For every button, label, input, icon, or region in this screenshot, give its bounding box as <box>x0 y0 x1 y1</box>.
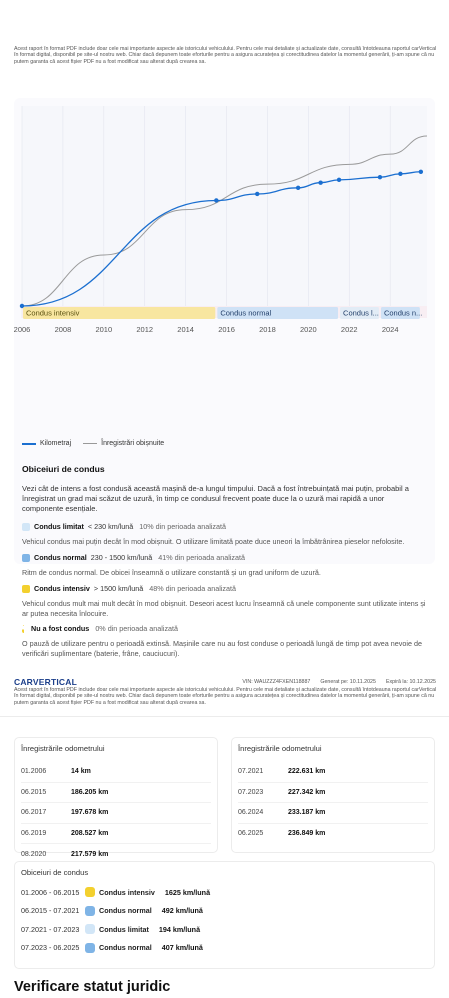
pdf-disclaimer-bottom: Acest raport în format PDF include doar cele mai importante aspecte ale istoricului vehiculului. Pentru cele mai detaliate și actualizate date, consultă întotdeauna raportul carVertical în format digital, disponibil pe site-ul nostru web. Chiar dacă depunem toate eforturile pentru a asigura acuratețea și corectitudinea datelor la momentul generării, ți-am spune că nu putem garanta că acest fișier PDF nu a fost modificat sau alterat după crearea sa. <box>14 687 437 706</box>
category-limited <box>22 522 427 547</box>
odometer-value: 186.205 km <box>71 788 109 796</box>
odometer-row <box>21 803 211 824</box>
driving-band-label: Condus n... <box>383 308 423 318</box>
expiry-date: Expiră la: 10.12.2025 <box>385 679 436 685</box>
mileage-chart-card <box>14 98 435 658</box>
mileage-point <box>398 172 402 176</box>
category-intensive <box>22 584 427 619</box>
mileage-point <box>296 186 300 190</box>
category-range: < 230 km/lună <box>87 522 134 531</box>
driving-band-label: Condus l... <box>343 308 379 318</box>
category-range: > 1500 km/lună <box>93 584 144 593</box>
odometer-value: 233.187 km <box>288 809 326 817</box>
history-category: Condus normal <box>99 943 152 953</box>
plot-area <box>22 106 427 306</box>
odometer-date: 06.2019 <box>21 829 47 837</box>
driving-history-card <box>14 861 435 969</box>
odometer-card-right <box>231 737 435 853</box>
history-swatch <box>85 887 95 897</box>
mileage-point <box>255 192 259 196</box>
odometer-date: 07.2023 <box>238 788 264 796</box>
odometer-date: 06.2015 <box>21 788 47 796</box>
x-tick-label: 2010 <box>95 325 113 334</box>
odometer-date: 06.2025 <box>238 830 264 838</box>
page-divider <box>0 716 449 717</box>
history-swatch <box>85 924 95 934</box>
mileage-point <box>337 178 341 182</box>
odometer-value: 197.678 km <box>71 809 109 817</box>
history-row <box>21 902 428 921</box>
history-rate: 407 km/lună <box>161 943 203 953</box>
report-meta <box>242 679 436 685</box>
driving-band-label: Condus normal <box>220 308 272 318</box>
x-tick-label: 2022 <box>340 325 358 334</box>
swatch-intensive <box>22 585 30 593</box>
swatch-not-driven <box>22 625 27 633</box>
x-tick-label: 2008 <box>54 325 72 334</box>
history-category: Condus normal <box>99 906 152 916</box>
x-tick-label: 2018 <box>259 325 276 334</box>
x-tick-label: 2020 <box>300 325 317 334</box>
category-percent: 0% din perioada analizată <box>95 624 179 633</box>
category-name: Condus intensiv <box>34 584 90 593</box>
generated-date: Generat pe: 10.11.2025 <box>320 679 376 685</box>
history-swatch <box>85 906 95 916</box>
x-tick-label: 2012 <box>136 325 154 334</box>
history-rate: 194 km/lună <box>158 924 201 934</box>
history-period: 07.2023 - 06.2025 <box>21 943 80 953</box>
category-percent: 10% din perioada analizată <box>139 522 226 531</box>
driving-band-label: Condus intensiv <box>26 308 80 318</box>
driving-habits-title: Obiceiuri de condus <box>22 464 105 474</box>
vin-text: VIN: WAUZZZ4FXEN118887 <box>242 679 311 685</box>
category-name: Condus normal <box>34 553 87 562</box>
history-row <box>21 883 428 902</box>
category-normal <box>22 553 427 578</box>
odometer-row <box>21 783 211 804</box>
odometer-row <box>238 762 428 783</box>
odometer-row <box>238 803 428 824</box>
x-tick-label: 2016 <box>218 325 235 334</box>
history-row <box>21 920 428 939</box>
odometer-value: 227.342 km <box>288 788 326 796</box>
odometer-value: 14 km <box>71 768 91 776</box>
chart-legend <box>22 440 164 447</box>
odometer-value: 217.579 km <box>71 850 109 858</box>
x-tick-label: 2014 <box>177 325 194 334</box>
history-period: 01.2006 - 06.2015 <box>21 887 80 897</box>
legend-label-usual: Înregistrări obișnuite <box>101 440 165 447</box>
odometer-date: 01.2006 <box>21 768 47 776</box>
category-name: Condus limitat <box>34 522 84 531</box>
odometer-card-left <box>14 737 218 858</box>
section-title-legal-status: Verificare statut juridic <box>14 979 171 995</box>
history-rate: 492 km/lună <box>161 906 203 916</box>
pdf-disclaimer-top: Acest raport în format PDF include doar cele mai importante aspecte ale istoricului vehiculului. Pentru cele mai detaliate și actualizate date, consultă întotdeauna raportul carVertical în format digital, disponibil pe site-ul nostru web. Chiar dacă depunem toate eforturile pentru a asigura acuratețea și corectitudinea datelor la momentul generării, ți-am spune că nu putem garanta că acest fișier PDF nu a fost modificat sau alterat după crearea sa. <box>14 46 437 65</box>
odometer-title: Înregistrările odometrului <box>21 744 105 753</box>
legend-swatch-mileage <box>22 443 36 445</box>
driving-habits-intro: Vezi cât de intens a fost condusă această mașină de-a lungul timpului. Dacă a fost întrebuințată mai puțin, probabil a înregistrat un grad mai scăzut de uzură, în timp ce condusul frecvent poate duce la o uzură mai rapidă a unor componente esențiale. <box>22 484 409 513</box>
odometer-row <box>238 783 428 804</box>
odometer-date: 08.2020 <box>21 850 47 858</box>
history-swatch <box>85 943 95 953</box>
odometer-title: Înregistrările odometrului <box>238 744 322 753</box>
history-category: Condus intensiv <box>99 887 155 897</box>
category-percent: 41% din perioada analizată <box>158 553 245 562</box>
x-tick-label: 2006 <box>14 325 31 334</box>
legend-label-mileage: Kilometraj <box>40 440 72 447</box>
odometer-date: 07.2021 <box>238 768 264 776</box>
odometer-value: 222.631 km <box>288 768 326 776</box>
swatch-limited <box>22 523 30 531</box>
history-period: 06.2015 - 07.2021 <box>21 906 80 916</box>
swatch-normal <box>22 554 30 562</box>
history-row <box>21 939 428 958</box>
mileage-point <box>318 181 322 185</box>
x-tick-label: 2024 <box>381 325 399 334</box>
odometer-value: 236.849 km <box>288 830 326 838</box>
category-not-driven <box>22 624 427 659</box>
category-description: O pauză de utilizare pentru o perioadă extinsă. Mașinile care nu au fost conduse o perioadă lungă de timp pot avea nevoie de verificări suplimentare (baterie, frâne, cauciucuri). <box>22 639 422 658</box>
driving-history-title: Obiceiuri de condus <box>21 868 89 877</box>
legend-item-mileage <box>22 440 71 447</box>
odometer-row <box>238 824 428 845</box>
history-category: Condus limitat <box>99 924 149 934</box>
category-description: Ritm de condus normal. De obicei înseamnă o utilizare constantă și un grad uniform de uzură. <box>22 568 321 577</box>
legend-item-usual <box>83 440 164 447</box>
odometer-date: 06.2017 <box>21 809 47 817</box>
category-range: 230 - 1500 km/lună <box>90 553 153 562</box>
mileage-chart <box>14 98 435 338</box>
history-period: 07.2021 - 07.2023 <box>21 924 80 934</box>
category-description: Vehicul condus mai puțin decât în mod obișnuit. O utilizare limitată poate duce uneori la îmbătrânirea pieselor nefolosite. <box>22 537 405 546</box>
history-rate: 1625 km/lună <box>164 887 211 897</box>
mileage-point <box>214 198 218 202</box>
mileage-point <box>419 170 423 174</box>
odometer-row <box>21 824 211 845</box>
legend-swatch-usual <box>83 443 97 444</box>
odometer-value: 208.527 km <box>71 829 109 837</box>
odometer-date: 06.2024 <box>238 809 264 817</box>
mileage-point <box>378 175 382 179</box>
category-percent: 48% din perioada analizată <box>149 584 236 593</box>
category-name: Nu a fost condus <box>31 624 90 633</box>
carvertical-logo: CARVERTICAL <box>14 677 77 687</box>
category-description: Vehicul condus mult mai mult decât în mod obișnuit. Deseori acest lucru înseamnă că unele componente sunt utilizate intens și ar putea necesita înlocuire. <box>22 599 426 618</box>
odometer-row <box>21 762 211 783</box>
